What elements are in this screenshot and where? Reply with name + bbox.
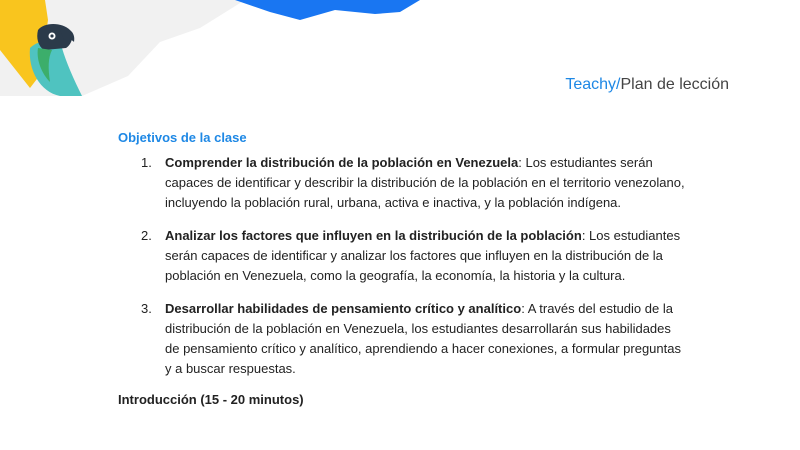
next-section-title: Introducción (15 - 20 minutos)	[118, 392, 304, 407]
item-number: 3.	[141, 301, 152, 316]
item-title: Analizar los factores que influyen en la distribución de la población	[165, 228, 582, 243]
lesson-content	[118, 130, 688, 407]
brand-header	[565, 76, 729, 94]
list-item	[118, 153, 688, 213]
item-text: : Los estudiantes serán capaces de identificar y analizar los factores que influyen en la distribución de la población en Venezuela, como la geografía, la economía, la historia y la cultura.	[165, 228, 681, 283]
list-item	[118, 226, 688, 286]
item-text: : Los estudiantes serán capaces de identificar y describir la distribución de la población en el territorio venezolano, incluyendo la población rural, urbana, activa e inactiva, y la población indígena.	[165, 155, 685, 210]
item-number: 2.	[141, 228, 152, 243]
document-type: Plan de lección	[620, 76, 729, 93]
brand-name: Teachy/	[565, 76, 621, 93]
section-title: Objetivos de la clase	[118, 130, 247, 145]
item-text: : A través del estudio de la distribución de la población en Venezuela, los estudiantes desarrollarán sus habilidades de pensamiento crítico y analítico, aprendiendo a hacer conexiones, a formular preguntas y a buscar respuestas.	[165, 301, 681, 376]
list-item	[118, 299, 688, 379]
item-title: Comprender la distribución de la población en Venezuela	[165, 155, 519, 170]
objectives-list	[118, 153, 688, 379]
item-number: 1.	[141, 155, 152, 170]
item-title: Desarrollar habilidades de pensamiento crítico y analítico	[165, 301, 522, 316]
